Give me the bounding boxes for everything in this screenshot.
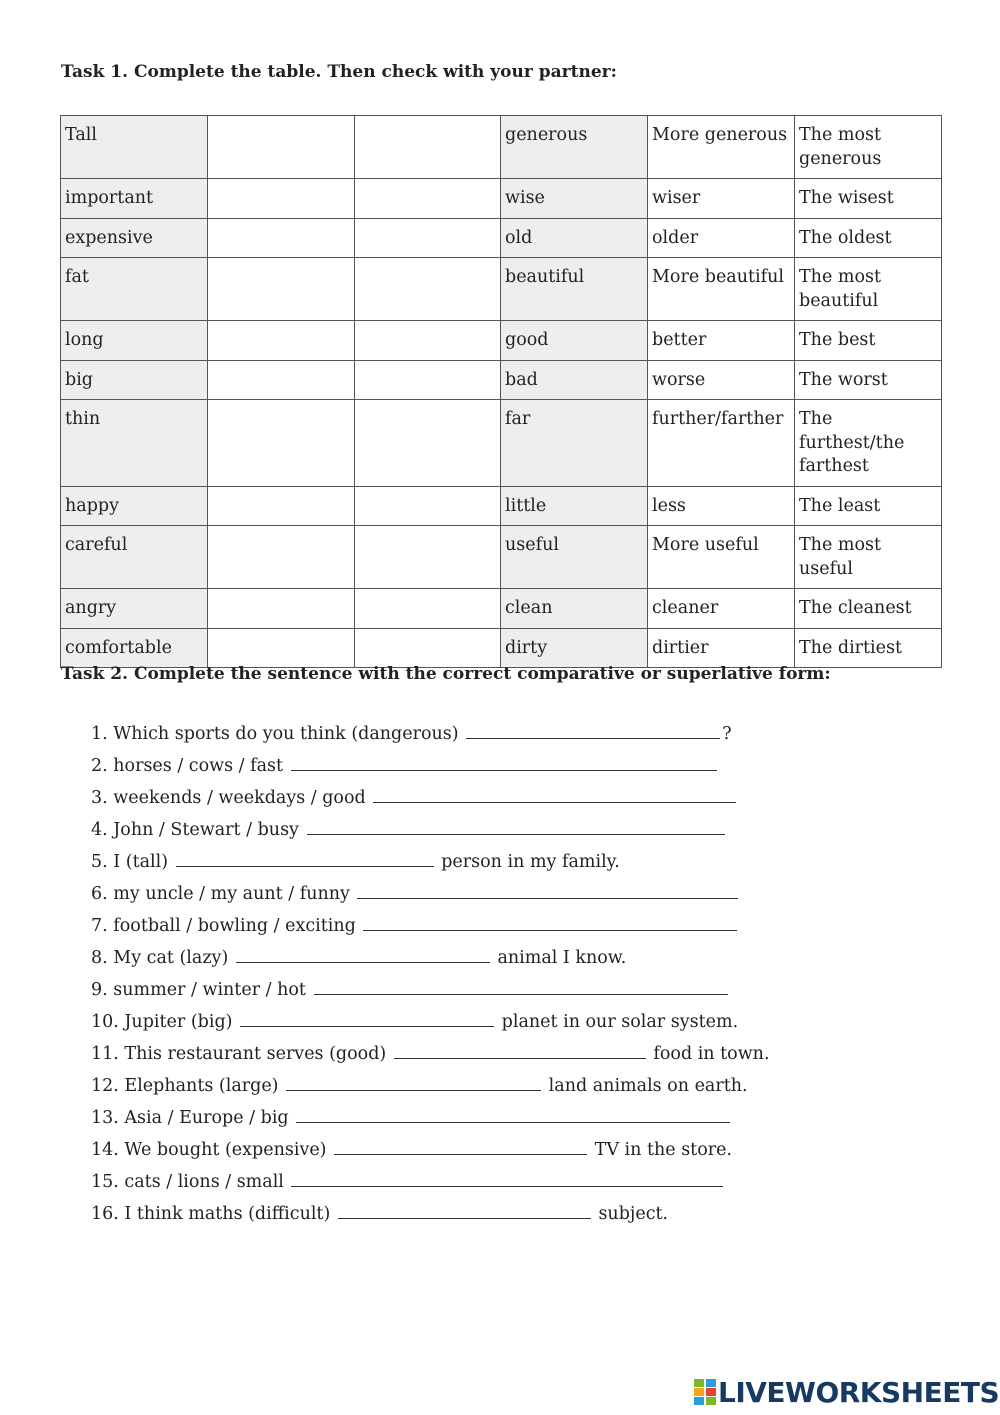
table-cell: wiser	[648, 179, 795, 219]
sentence-prompt: my uncle / my aunt / funny	[113, 884, 350, 904]
adjective-table	[60, 115, 942, 668]
table-row	[61, 321, 942, 361]
answer-cell[interactable]	[208, 400, 355, 487]
sentence-number: 10.	[91, 1012, 119, 1032]
sentence-item	[91, 1166, 770, 1198]
sentence-ending: ?	[722, 724, 732, 744]
task1-title: Task 1. Complete the table. Then check with your partner:	[61, 62, 617, 82]
table-cell: The wisest	[795, 179, 942, 219]
sentence-ending: subject.	[598, 1204, 669, 1224]
sentence-prompt: Jupiter (big)	[124, 1012, 233, 1032]
sentence-prompt: football / bowling / exciting	[113, 916, 356, 936]
table-cell: The oldest	[795, 218, 942, 258]
table-cell: little	[501, 486, 648, 526]
table-cell: long	[61, 321, 208, 361]
table-row	[61, 400, 942, 487]
answer-cell[interactable]	[208, 116, 355, 179]
sentence-item	[91, 1006, 770, 1038]
sentence-prompt: I think maths (difficult)	[124, 1204, 331, 1224]
sentence-list	[91, 718, 770, 1230]
table-row	[61, 360, 942, 400]
table-cell: The most generous	[795, 116, 942, 179]
table-cell: The best	[795, 321, 942, 361]
answer-cell[interactable]	[208, 321, 355, 361]
answer-blank[interactable]	[314, 974, 728, 995]
table-cell: The furthest/the farthest	[795, 400, 942, 487]
table-cell: bad	[501, 360, 648, 400]
answer-blank[interactable]	[240, 1006, 494, 1027]
sentence-item	[91, 1038, 770, 1070]
answer-cell[interactable]	[355, 526, 501, 589]
table-cell: comfortable	[61, 628, 208, 668]
sentence-prompt: My cat (lazy)	[113, 948, 229, 968]
sentence-number: 7.	[91, 916, 108, 936]
sentence-item	[91, 750, 770, 782]
sentence-number: 3.	[91, 788, 108, 808]
sentence-item	[91, 1070, 770, 1102]
sentence-number: 13.	[91, 1108, 119, 1128]
sentence-number: 5.	[91, 852, 108, 872]
answer-cell[interactable]	[208, 258, 355, 321]
answer-blank[interactable]	[307, 814, 725, 835]
table-cell: dirtier	[648, 628, 795, 668]
answer-blank[interactable]	[334, 1134, 587, 1155]
table-cell: generous	[501, 116, 648, 179]
sentence-item	[91, 846, 770, 878]
sentence-item	[91, 814, 770, 846]
table-cell: dirty	[501, 628, 648, 668]
sentence-item	[91, 718, 770, 750]
sentence-item	[91, 974, 770, 1006]
table-cell: expensive	[61, 218, 208, 258]
table-cell: far	[501, 400, 648, 487]
table-cell: thin	[61, 400, 208, 487]
answer-cell[interactable]	[208, 526, 355, 589]
answer-cell[interactable]	[208, 179, 355, 219]
sentence-ending: person in my family.	[441, 852, 620, 872]
table-cell: The worst	[795, 360, 942, 400]
answer-blank[interactable]	[338, 1198, 591, 1219]
answer-blank[interactable]	[394, 1038, 646, 1059]
table-cell: older	[648, 218, 795, 258]
sentence-number: 14.	[91, 1140, 119, 1160]
sentence-number: 4.	[91, 820, 108, 840]
sentence-ending: land animals on earth.	[548, 1076, 748, 1096]
table-cell: important	[61, 179, 208, 219]
answer-cell[interactable]	[355, 360, 501, 400]
sentence-item	[91, 910, 770, 942]
table-cell: The dirtiest	[795, 628, 942, 668]
table-cell: old	[501, 218, 648, 258]
table-cell: less	[648, 486, 795, 526]
table-cell: angry	[61, 589, 208, 629]
answer-blank[interactable]	[363, 910, 737, 931]
sentence-item	[91, 1102, 770, 1134]
sentence-number: 6.	[91, 884, 108, 904]
sentence-number: 15.	[91, 1172, 119, 1192]
answer-cell[interactable]	[208, 218, 355, 258]
liveworksheets-logo-icon	[694, 1379, 716, 1405]
sentence-ending: TV in the store.	[594, 1140, 733, 1160]
sentence-prompt: This restaurant serves (good)	[124, 1044, 387, 1064]
table-cell: beautiful	[501, 258, 648, 321]
answer-blank[interactable]	[357, 878, 738, 899]
table-row	[61, 486, 942, 526]
answer-cell[interactable]	[355, 218, 501, 258]
sentence-number: 1.	[91, 724, 108, 744]
answer-cell[interactable]	[208, 360, 355, 400]
table-cell: wise	[501, 179, 648, 219]
table-cell: The least	[795, 486, 942, 526]
sentence-number: 16.	[91, 1204, 119, 1224]
sentence-prompt: Which sports do you think (dangerous)	[113, 724, 459, 744]
table-row	[61, 218, 942, 258]
answer-cell[interactable]	[355, 321, 501, 361]
sentence-item	[91, 942, 770, 974]
table-cell: worse	[648, 360, 795, 400]
answer-cell[interactable]	[208, 589, 355, 629]
sentence-item	[91, 782, 770, 814]
sentence-number: 8.	[91, 948, 108, 968]
answer-blank[interactable]	[286, 1070, 541, 1091]
table-cell: better	[648, 321, 795, 361]
answer-blank[interactable]	[236, 942, 490, 963]
table-cell: Tall	[61, 116, 208, 179]
sentence-ending: planet in our solar system.	[501, 1012, 739, 1032]
answer-cell[interactable]	[355, 258, 501, 321]
table-cell: big	[61, 360, 208, 400]
answer-blank[interactable]	[291, 750, 717, 771]
sentence-prompt: summer / winter / hot	[113, 980, 306, 1000]
table-cell: The most useful	[795, 526, 942, 589]
table-cell: More generous	[648, 116, 795, 179]
sentence-prompt: weekends / weekdays / good	[113, 788, 366, 808]
table-cell: good	[501, 321, 648, 361]
table-cell: The cleanest	[795, 589, 942, 629]
sentence-item	[91, 878, 770, 910]
table-row	[61, 628, 942, 668]
sentence-prompt: John / Stewart / busy	[113, 820, 299, 840]
answer-blank[interactable]	[296, 1102, 730, 1123]
task2-title: Task 2. Complete the sentence with the correct comparative or superlative form:	[61, 664, 831, 684]
answer-cell[interactable]	[355, 400, 501, 487]
sentence-item	[91, 1134, 770, 1166]
table-cell: cleaner	[648, 589, 795, 629]
table-cell: careful	[61, 526, 208, 589]
table-row	[61, 589, 942, 629]
sentence-number: 2.	[91, 756, 108, 776]
table-cell: clean	[501, 589, 648, 629]
answer-cell[interactable]	[355, 589, 501, 629]
table-row	[61, 116, 942, 179]
sentence-prompt: Elephants (large)	[124, 1076, 279, 1096]
answer-blank[interactable]	[176, 846, 434, 867]
answer-cell[interactable]	[355, 486, 501, 526]
sentence-prompt: We bought (expensive)	[124, 1140, 327, 1160]
sentence-prompt: I (tall)	[113, 852, 169, 872]
table-cell: further/farther	[648, 400, 795, 487]
answer-cell[interactable]	[355, 628, 501, 668]
sentence-prompt: Asia / Europe / big	[124, 1108, 289, 1128]
sentence-number: 9.	[91, 980, 108, 1000]
table-row	[61, 258, 942, 321]
table-cell: The most beautiful	[795, 258, 942, 321]
answer-cell[interactable]	[208, 486, 355, 526]
sentence-prompt: cats / lions / small	[124, 1172, 284, 1192]
liveworksheets-logo-text: LIVEWORKSHEETS	[718, 1375, 1000, 1409]
answer-cell[interactable]	[208, 628, 355, 668]
answer-cell[interactable]	[355, 179, 501, 219]
table-cell: useful	[501, 526, 648, 589]
table-row	[61, 179, 942, 219]
sentence-ending: animal I know.	[497, 948, 627, 968]
table-cell: happy	[61, 486, 208, 526]
sentence-ending: food in town.	[653, 1044, 770, 1064]
table-cell: More beautiful	[648, 258, 795, 321]
table-cell: More useful	[648, 526, 795, 589]
answer-cell[interactable]	[355, 116, 501, 179]
answer-blank[interactable]	[373, 782, 736, 803]
sentence-number: 11.	[91, 1044, 119, 1064]
answer-blank[interactable]	[466, 718, 720, 739]
answer-blank[interactable]	[291, 1166, 723, 1187]
sentence-number: 12.	[91, 1076, 119, 1096]
sentence-item	[91, 1198, 770, 1230]
liveworksheets-logo	[694, 1375, 999, 1409]
table-cell: fat	[61, 258, 208, 321]
table-row	[61, 526, 942, 589]
sentence-prompt: horses / cows / fast	[113, 756, 284, 776]
